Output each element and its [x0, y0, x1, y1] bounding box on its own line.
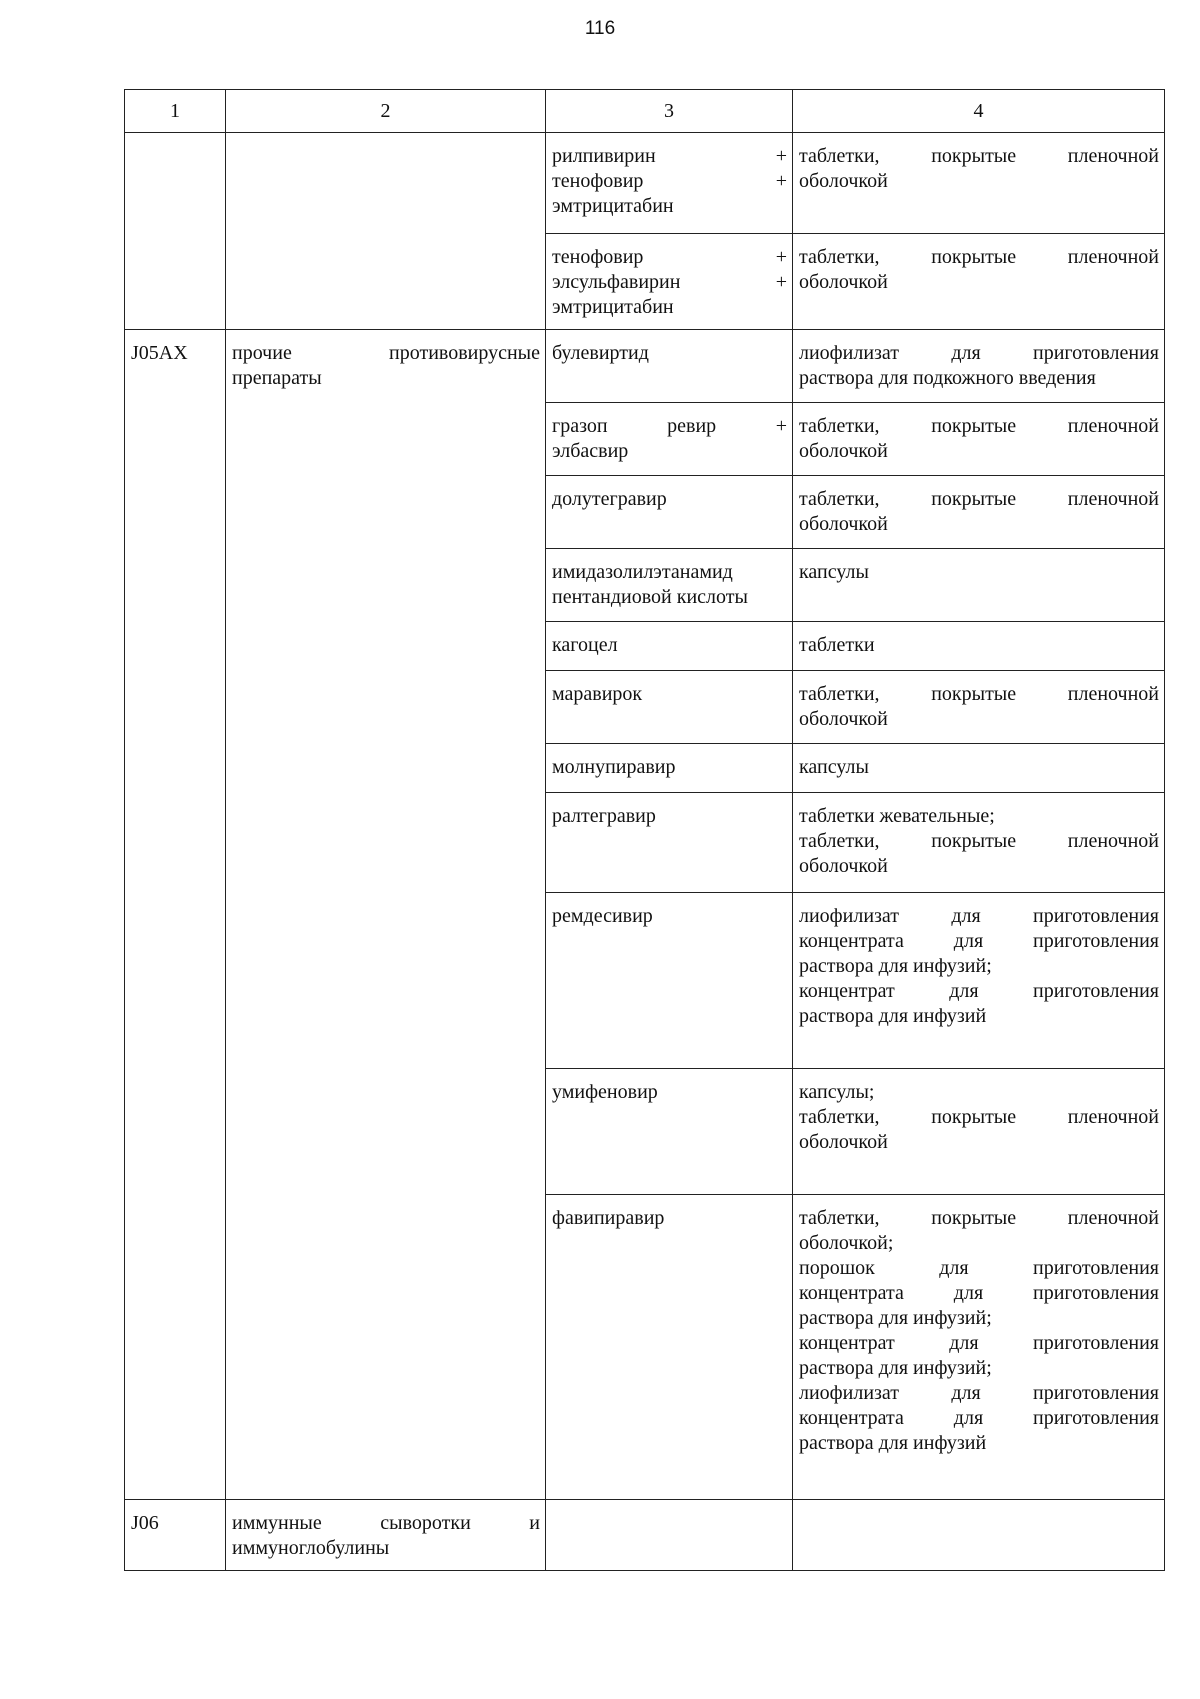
dosage-form-line: оболочкой: [799, 855, 888, 877]
drug-name-cell: [546, 793, 793, 893]
dosage-form-line: концентрат для приготовления: [799, 1332, 1159, 1354]
dosage-form-cell: [793, 671, 1165, 744]
dosage-form-line: оболочкой: [799, 1131, 888, 1153]
dosage-form-line: лиофилизат для приготовления: [799, 1382, 1159, 1404]
header-col-4: 4: [793, 90, 1165, 133]
table-body: [125, 133, 1165, 1571]
dosage-form-line: таблетки, покрытые пленочной: [799, 683, 1159, 705]
header-row: [125, 90, 1165, 133]
dosage-form-line: таблетки, покрытые пленочной: [799, 246, 1159, 268]
drug-name-line: ралтегравир: [552, 805, 656, 827]
atc-group-name-line: препараты: [232, 367, 322, 389]
atc-code: J05AX: [131, 342, 188, 364]
drug-name-line: гразоп ревир +: [552, 415, 787, 437]
dosage-form-line: раствора для инфузий;: [799, 1307, 992, 1329]
drug-name-line: молнупиравир: [552, 756, 676, 778]
drug-name-cell: [546, 549, 793, 622]
drug-name-cell: [546, 476, 793, 549]
drug-name-line: элбасвир: [552, 440, 629, 462]
dosage-form-line: оболочкой: [799, 708, 888, 730]
dosage-form-cell: [793, 793, 1165, 893]
dosage-form-cell: [793, 476, 1165, 549]
dosage-form-cell: [793, 330, 1165, 403]
dosage-form-cell: [793, 893, 1165, 1069]
drug-name-line: долутегравир: [552, 488, 667, 510]
dosage-form-line: оболочкой: [799, 440, 888, 462]
drug-table: [124, 89, 1165, 1571]
drug-name-cell: [546, 1069, 793, 1195]
drug-name-cell: [546, 1195, 793, 1500]
drug-name-cell: [546, 1500, 793, 1571]
dosage-form-line: таблетки, покрытые пленочной: [799, 415, 1159, 437]
dosage-form-cell: [793, 622, 1165, 671]
dosage-form-line: раствора для инфузий: [799, 1432, 987, 1454]
dosage-form-line: таблетки жевательные;: [799, 805, 995, 827]
atc-group-name-cell: [226, 133, 546, 330]
dosage-form-line: оболочкой;: [799, 1232, 894, 1254]
dosage-form-line: таблетки: [799, 634, 875, 656]
drug-name-cell: [546, 622, 793, 671]
dosage-form-line: концентрата для приготовления: [799, 1407, 1159, 1429]
dosage-form-line: капсулы: [799, 756, 869, 778]
dosage-form-line: таблетки, покрытые пленочной: [799, 1207, 1159, 1229]
drug-name-cell: [546, 671, 793, 744]
drug-name-line: умифеновир: [552, 1081, 658, 1103]
dosage-form-line: раствора для инфузий;: [799, 955, 992, 977]
dosage-form-cell: [793, 1069, 1165, 1195]
dosage-form-line: концентрата для приготовления: [799, 1282, 1159, 1304]
header-col-3: 3: [546, 90, 793, 133]
dosage-form-cell: [793, 133, 1165, 234]
atc-group-name-line: иммуноглобулины: [232, 1537, 390, 1559]
dosage-form-line: раствора для инфузий;: [799, 1357, 992, 1379]
drug-name-line: рилпивирин +: [552, 145, 787, 167]
atc-code: J06: [131, 1512, 159, 1534]
dosage-form-line: концентрата для приготовления: [799, 930, 1159, 952]
dosage-form-cell: [793, 234, 1165, 330]
dosage-form-line: таблетки, покрытые пленочной: [799, 488, 1159, 510]
drug-name-line: эмтрицитабин: [552, 195, 674, 217]
drug-name-cell: [546, 744, 793, 793]
dosage-form-cell: [793, 1195, 1165, 1500]
drug-name-line: булевиртид: [552, 342, 649, 364]
dosage-form-line: оболочкой: [799, 513, 888, 535]
drug-name-line: фавипиравир: [552, 1207, 665, 1229]
drug-name-line: тенофовир +: [552, 170, 787, 192]
dosage-form-line: концентрат для приготовления: [799, 980, 1159, 1002]
table-row: [125, 330, 1165, 403]
atc-group-name-line: прочие противовирусные: [232, 342, 540, 364]
dosage-form-line: оболочкой: [799, 271, 888, 293]
dosage-form-line: оболочкой: [799, 170, 888, 192]
dosage-form-line: лиофилизат для приготовления: [799, 342, 1159, 364]
drug-name-cell: [546, 133, 793, 234]
atc-code-cell: [125, 133, 226, 330]
dosage-form-line: таблетки, покрытые пленочной: [799, 1106, 1159, 1128]
atc-group-name-cell: [226, 1500, 546, 1571]
drug-name-line: эмтрицитабин: [552, 296, 674, 318]
header-col-2: 2: [226, 90, 546, 133]
dosage-form-cell: [793, 744, 1165, 793]
drug-name-cell: [546, 234, 793, 330]
atc-code-cell: [125, 1500, 226, 1571]
page-number: 116: [584, 18, 616, 39]
dosage-form-line: раствора для подкожного введения: [799, 367, 1096, 389]
drug-name-line: ремдесивир: [552, 905, 653, 927]
dosage-form-cell: [793, 549, 1165, 622]
table-row: [125, 133, 1165, 234]
dosage-form-line: таблетки, покрытые пленочной: [799, 830, 1159, 852]
dosage-form-line: капсулы: [799, 561, 869, 583]
atc-code-cell: [125, 330, 226, 1500]
dosage-form-line: порошок для приготовления: [799, 1257, 1159, 1279]
dosage-form-line: раствора для инфузий: [799, 1005, 987, 1027]
dosage-form-cell: [793, 403, 1165, 476]
drug-name-cell: [546, 403, 793, 476]
atc-group-name-line: иммунные сыворотки и: [232, 1512, 540, 1534]
dosage-form-cell: [793, 1500, 1165, 1571]
dosage-form-line: лиофилизат для приготовления: [799, 905, 1159, 927]
table-row: [125, 1500, 1165, 1571]
drug-name-cell: [546, 893, 793, 1069]
drug-name-line: пентандиовой кислоты: [552, 586, 748, 608]
drug-name-cell: [546, 330, 793, 403]
drug-name-line: элсульфавирин +: [552, 271, 787, 293]
drug-name-line: маравирок: [552, 683, 643, 705]
drug-name-line: кагоцел: [552, 634, 618, 656]
drug-name-line: имидазолилэтанамид: [552, 561, 733, 583]
header-col-1: 1: [125, 90, 226, 133]
atc-group-name-cell: [226, 330, 546, 1500]
drug-name-line: тенофовир +: [552, 246, 787, 268]
dosage-form-line: капсулы;: [799, 1081, 875, 1103]
dosage-form-line: таблетки, покрытые пленочной: [799, 145, 1159, 167]
